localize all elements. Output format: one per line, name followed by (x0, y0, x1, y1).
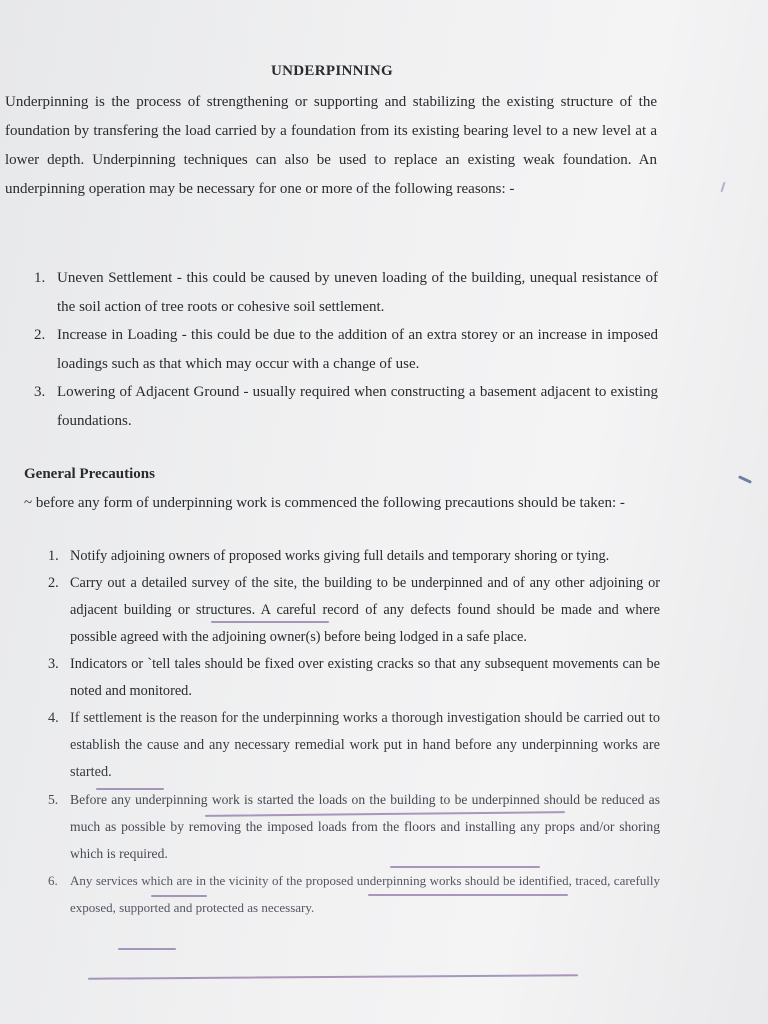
list-text: Notify adjoining owners of proposed works giving full details and temporary shoring or tying. (70, 548, 610, 564)
list-number: 1. (34, 270, 46, 286)
list-text: Indicators or `tell tales should be fixed over existing cracks so that any subsequent movements can be noted and monitored. (70, 656, 660, 699)
pen-mark (738, 475, 752, 484)
list-item (34, 264, 658, 321)
underline-mark (151, 895, 207, 897)
list-text: Uneven Settlement - this could be caused by uneven loading of the building, unequal resistance of the soil action of tree roots or cohesive soil settlement. (57, 270, 658, 315)
precautions-list (48, 543, 660, 921)
underline-mark (390, 866, 540, 868)
section-heading: General Precautions (24, 466, 155, 482)
list-item (48, 651, 660, 705)
list-item (48, 543, 660, 570)
list-item (48, 867, 660, 921)
list-text: Lowering of Adjacent Ground - usually required when constructing a basement adjacent to existing foundations. (57, 384, 658, 429)
list-text: Before any underpinning work is started the loads on the building to be underpinned should be reduced as much as possible by removing the imposed loads from the floors and installing any props and/or shoring which is required. (70, 792, 660, 861)
underline-mark (96, 788, 164, 790)
list-text: Any services which are in the vicinity of the proposed underpinning works should be identified, traced, carefully exposed, supported and protected as necessary. (70, 873, 660, 915)
list-text: If settlement is the reason for the underpinning works a thorough investigation should be carried out to establish the cause and any necessary remedial work put in hand before any underpinning works are started. (70, 710, 660, 780)
page-title: UNDERPINNING (271, 63, 393, 79)
list-item (34, 378, 658, 435)
list-number: 4. (48, 710, 59, 726)
list-number: 5. (48, 792, 59, 807)
list-number: 3. (34, 384, 46, 400)
list-number: 1. (48, 548, 59, 564)
list-item (48, 705, 660, 786)
precautions-intro: ~ before any form of underpinning work is commenced the following precautions should be taken: - (24, 495, 625, 511)
list-text: Increase in Loading - this could be due to the addition of an extra storey or an increase in imposed loadings such as that which may occur with a change of use. (57, 327, 658, 372)
underline-mark (118, 948, 176, 950)
list-item (34, 321, 658, 378)
underline-mark (88, 974, 578, 979)
list-item (48, 570, 660, 651)
list-number: 3. (48, 656, 59, 672)
intro-paragraph: Underpinning is the process of strengthening or supporting and stabilizing the existing structure of the foundation by transfering the load carried by a foundation from its existing bearing level to a new level at a lower depth. Underpinning techniques can also be used to replace an existing weak foundation. An underpinning operation may be necessary for one or more of the following reasons: - (5, 94, 657, 197)
list-number: 2. (48, 575, 59, 591)
underline-mark (211, 621, 329, 623)
pen-mark (721, 182, 726, 192)
list-number: 2. (34, 327, 46, 343)
list-item (48, 786, 660, 867)
list-text: Carry out a detailed survey of the site, the building to be underpinned and of any other adjoining or adjacent building or structures. A careful record of any defects found should be made and where possible agreed with the adjoining owner(s) before being lodged in a safe place. (70, 575, 660, 645)
underline-mark (368, 894, 568, 896)
reasons-list (34, 264, 658, 435)
list-number: 6. (48, 873, 58, 888)
